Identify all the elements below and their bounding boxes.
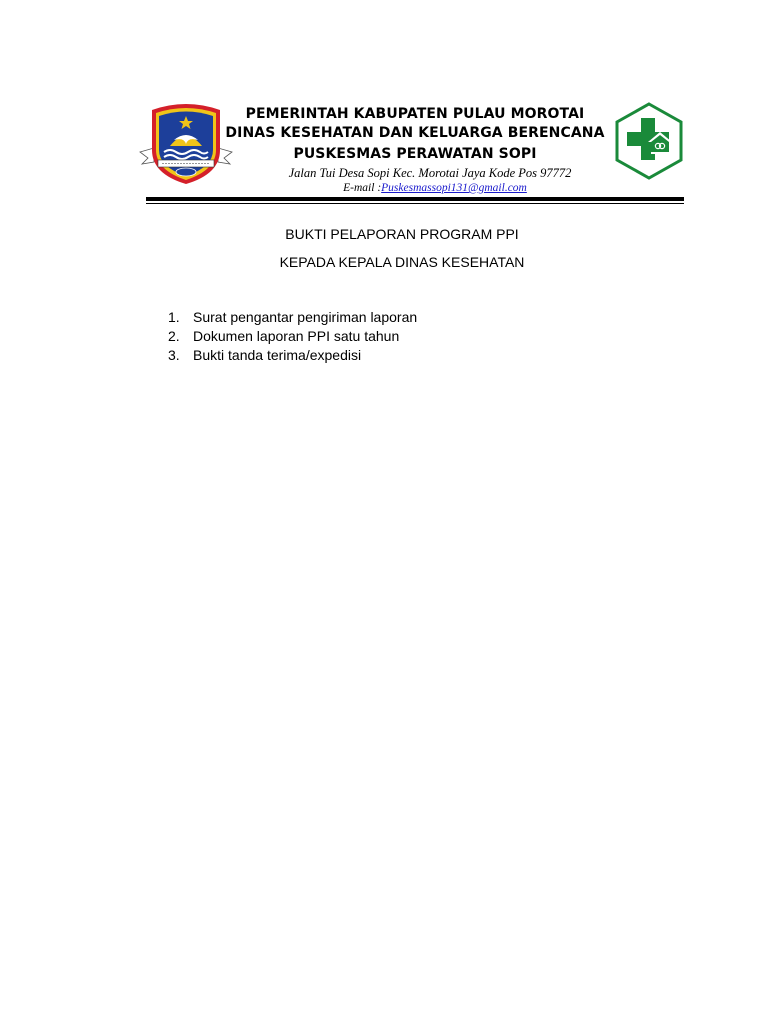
letterhead-address: Jalan Tui Desa Sopi Kec. Morotai Jaya Kode Pos 97772 — [288, 166, 572, 180]
letterhead-divider-thin — [146, 203, 684, 204]
letterhead-email-line — [200, 182, 670, 194]
list-item-text: Surat pengantar pengiriman laporan — [193, 309, 418, 325]
document-title: BUKTI PELAPORAN PROGRAM PPI — [285, 226, 519, 242]
email-link[interactable]: Puskesmassopi131@gmail.com — [381, 182, 527, 194]
list-item-text: Dokumen laporan PPI satu tahun — [193, 328, 400, 344]
evidence-list — [168, 308, 648, 365]
list-item — [168, 346, 648, 365]
list-item-number: 2. — [168, 328, 180, 344]
list-item — [168, 327, 648, 346]
puskesmas-logo-icon — [614, 102, 684, 180]
list-item — [168, 308, 648, 327]
list-item-number: 1. — [168, 309, 180, 325]
list-item-number: 3. — [168, 347, 180, 363]
letterhead-divider-thick — [146, 197, 684, 201]
letterhead-agency-name: DINAS KESEHATAN DAN KELUARGA BERENCANA — [225, 125, 605, 141]
letterhead-facility-name: PUSKESMAS PERAWATAN SOPI — [293, 146, 537, 162]
letterhead-government-name: PEMERINTAH KABUPATEN PULAU MOROTAI — [245, 106, 585, 122]
email-label: E-mail : — [343, 182, 382, 194]
document-subtitle: KEPADA KEPALA DINAS KESEHATAN — [279, 254, 525, 270]
list-item-text: Bukti tanda terima/expedisi — [193, 347, 362, 363]
